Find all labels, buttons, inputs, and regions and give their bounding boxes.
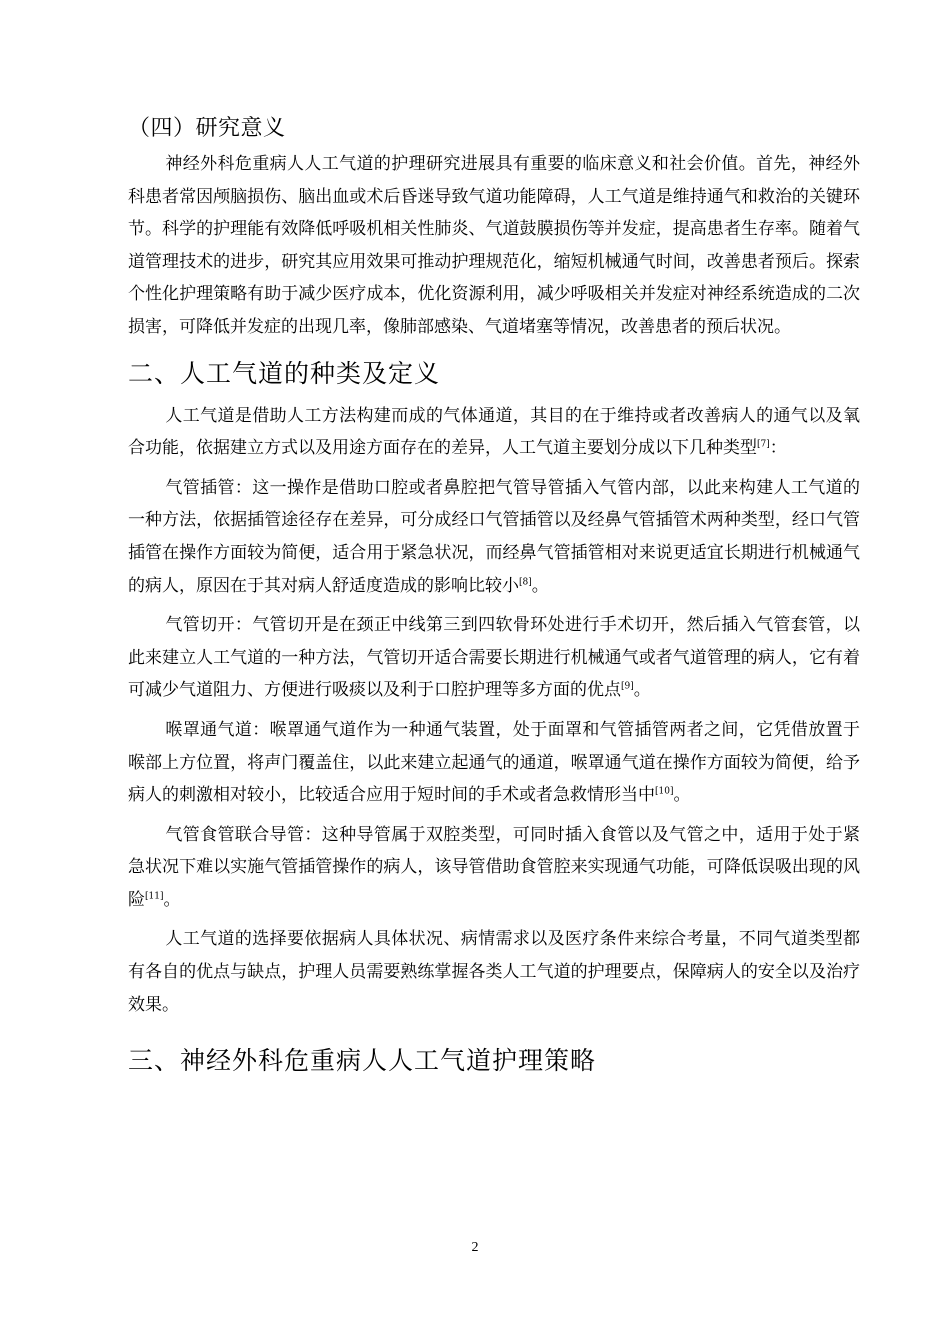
page-number: 2 xyxy=(471,1240,479,1255)
section-body-research-significance xyxy=(128,148,860,344)
section-body-airway-types xyxy=(128,400,860,1022)
paragraph-tail: 。 xyxy=(673,785,691,806)
paragraph xyxy=(128,472,860,602)
paragraph xyxy=(128,819,860,917)
paragraph xyxy=(128,714,860,812)
paragraph-text: 神经外科危重病人人工气道的护理研究进展具有重要的临床意义和社会价值。首先，神经外科患者常因颅脑损伤、脑出血或术后昏迷导致气道功能障碍，人工气道是维持通气和救治的关键环节。科学的护理能有效降低呼吸机相关性肺炎、气道鼓膜损伤等并发症，提高患者生存率。随着气道管理技术的进步，研究其应用效果可推动护理规范化，缩短机械通气时间，改善患者预后。探索个性化护理策略有助于减少医疗成本，优化资源利用，减少呼吸相关并发症对神经系统造成的二次损害，可降低并发症的出现几率，像肺部感染、气道堵塞等情况，改善患者的预后状况。 xyxy=(128,154,860,337)
section-heading-airway-types: 二、人工气道的种类及定义 xyxy=(128,358,441,388)
section-heading-research-significance: （四）研究意义 xyxy=(128,116,286,141)
paragraph-tail: 。 xyxy=(633,680,651,701)
paragraph xyxy=(128,609,860,707)
section-heading-nursing-strategy: 三、神经外科危重病人人工气道护理策略 xyxy=(128,1046,597,1076)
paragraph-tail: ： xyxy=(769,438,787,459)
paragraph xyxy=(128,923,860,1021)
paragraph-text: 人工气道是借助人工方法构建而成的气体通道，其目的在于维持或者改善病人的通气以及氧合功能，依据建立方式以及用途方面存在的差异，人工气道主要划分成以下几种类型 xyxy=(128,405,860,459)
citation-ref: [10] xyxy=(655,786,674,797)
paragraph-text: 气管食管联合导管：这种导管属于双腔类型，可同时插入食管以及气管之中，适用于处于紧急状况下难以实施气管插管操作的病人，该导管借助食管腔来实现通气功能，可降低误吸出现的风险 xyxy=(128,824,860,910)
citation-ref: [9] xyxy=(621,681,634,692)
paragraph-text: 气管插管：这一操作是借助口腔或者鼻腔把气管导管插入气管内部，以此来构建人工气道的一种方法，依据插管途径存在差异，可分成经口气管插管以及经鼻气管插管术两种类型，经口气管插管在操作方面较为简便，适合用于紧急状况，而经鼻气管插管相对来说更适宜长期进行机械通气的病人，原因在于其对病人舒适度造成的影响比较小 xyxy=(128,477,860,596)
citation-ref: [8] xyxy=(519,576,532,587)
paragraph-tail: 。 xyxy=(531,575,549,596)
citation-ref: [11] xyxy=(145,891,164,902)
page-content xyxy=(128,112,860,1087)
paragraph-text: 喉罩通气道：喉罩通气道作为一种通气装置，处于面罩和气管插管两者之间，它凭借放置于喉部上方位置，将声门覆盖住，以此来建立起通气的通道，喉罩通气道在操作方面较为简便，给予病人的刺激相对较小，比较适合应用于短时间的手术或者急救情形当中 xyxy=(128,719,860,806)
paragraph-text: 人工气道的选择要依据病人具体状况、病情需求以及医疗条件来综合考量，不同气道类型都有各自的优点与缺点，护理人员需要熟练掌握各类人工气道的护理要点，保障病人的安全以及治疗效果。 xyxy=(128,929,860,1015)
paragraph-text: 气管切开：气管切开是在颈正中线第三到四软骨环处进行手术切开，然后插入气管套管，以此来建立人工气道的一种方法，气管切开适合需要长期进行机械通气或者气道管理的病人，它有着可减少气道阻力、方便进行吸痰以及利于口腔护理等多方面的优点 xyxy=(128,615,860,701)
citation-ref: [7] xyxy=(757,439,770,450)
paragraph xyxy=(128,400,860,465)
paragraph-tail: 。 xyxy=(163,889,181,910)
paragraph xyxy=(128,148,860,344)
